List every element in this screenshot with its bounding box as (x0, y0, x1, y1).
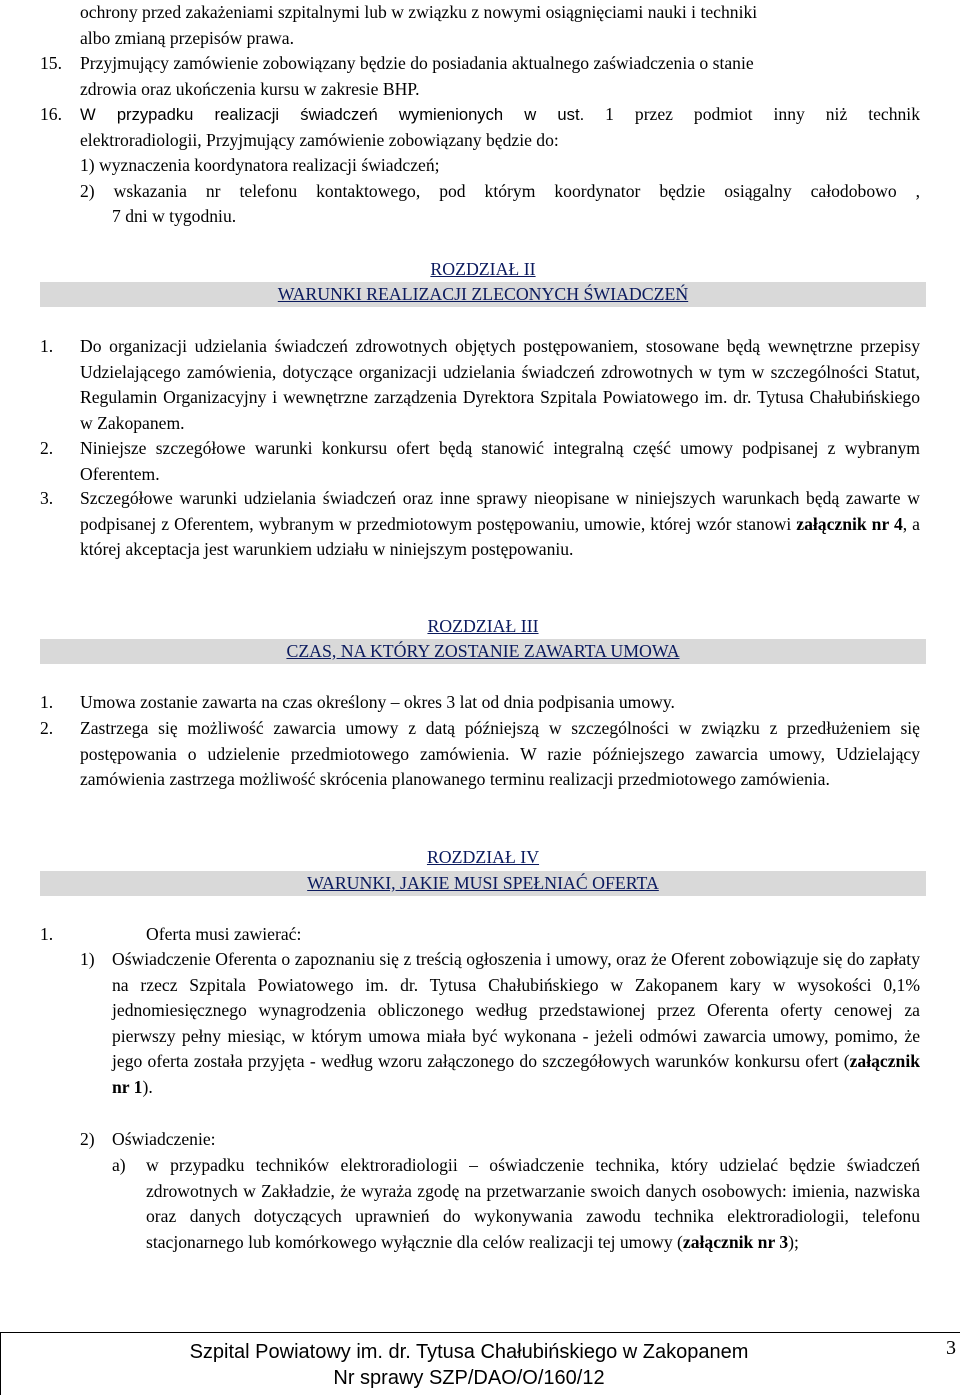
paragraph-text: , a której akceptacja jest warunkiem udziału w niniejszym postępowaniu. (80, 513, 920, 559)
paragraph-text: Szczegółowe warunki udzielania świadczeń oraz inne sprawy nieopisane w niniejszych warunkach będą zawarte w podpisanej z Oferentem, wybranym w przedmiotowym postępowaniu, umowie, której wzór stanowi (80, 488, 920, 534)
item-number: 1. (40, 336, 54, 356)
item-number: 1. (40, 692, 54, 712)
item-number: a) (112, 1155, 126, 1175)
continuation-line: albo zmianą przepisów prawa. (80, 27, 294, 48)
item-16-line1 (80, 102, 920, 128)
item-number: 2. (40, 438, 54, 458)
footer-case-number: Nr sprawy SZP/DAO/O/160/12 (333, 1367, 605, 1389)
paragraph-text: Oświadczenie Oferenta o zapoznaniu się z treścią ogłoszenia i umowy, oraz że Oferent zobowiązuje się do zapłaty na rzecz Szpitala Powiatowego im. dr. Tytusa Chałubińskiego w Zakopanem kary w wysokości 0,1% jednomiesięcznego wynagrodzenia obliczonego według przedstawionej przez Oferenta oferty cenowej za pierwszy pełny miesiąc, w którym umowa miała być wykonana - jeżeli odmówi zawarcia umowy, pomimo, że jego oferta została przyjęta - według wzoru załączonego do szczegółowych warunków konkursu ofert ( (112, 949, 920, 1071)
item-number: 16. (40, 104, 62, 124)
item-16-line1-a: W przypadku realizacji świadczeń wymienionych w ust. (80, 105, 585, 124)
item-15-line: zdrowia oraz ukończenia kursu w zakresie BHP. (80, 78, 420, 99)
item-16-line2: elektroradiologii, Przyjmujący zamówienie zobowiązany będzie do: (80, 129, 559, 150)
item-number: 1) (80, 949, 95, 969)
item-number: 2. (40, 718, 54, 738)
page-number: 3 (946, 1337, 956, 1359)
chapter-2-paragraph-1: Do organizacji udzielania świadczeń zdrowotnych objętych postępowaniem, stosowane będą wewnętrzne przepisy Udzielającego zamówienia, dotyczące organizacji udzielania świadczeń zdrowotnych w tym w szczególności Statut, Regulamin Organizacyjny i wewnętrzne zarządzenia Dyrektora Szpitala Powiatowego im. dr. Tytusa Chałubińskiego w Zakopanem. (80, 336, 920, 433)
attachment-reference: załącznik nr 1 (112, 1051, 920, 1097)
chapter-2-label (40, 257, 926, 282)
chapter-3-title (40, 639, 926, 664)
item-16-sub2-line2: 7 dni w tygodniu. (112, 206, 237, 226)
item-16-sub1: 1) wyznaczenia koordynatora realizacji świadczeń; (80, 155, 440, 175)
paragraph-text: ). (142, 1076, 153, 1097)
chapter-3-label (40, 614, 926, 639)
chapter-4-label-text: ROZDZIAŁ IV (426, 847, 540, 867)
item-16-line1-b: 1 przez podmiot inny niż technik (605, 104, 920, 124)
chapter-4-subitem-1 (112, 947, 920, 1100)
continuation-text (80, 0, 920, 51)
chapter-4-subitem-2a (146, 1153, 920, 1255)
item-16-sub2-line1: 2) wskazania nr telefonu kontaktowego, pod którym koordynator będzie osiągalny całodobowo , (80, 180, 920, 201)
page-footer (0, 1332, 960, 1395)
item-number: 1. (40, 924, 54, 944)
item-16-text (80, 102, 920, 230)
chapter-4-title-text: WARUNKI, JAKIE MUSI SPEŁNIAĆ OFERTA (307, 873, 659, 893)
chapter-2-title (40, 282, 926, 307)
chapter-2-paragraph-2: Niniejsze szczegółowe warunki konkursu ofert będą stanowić integralną część umowy podpisanej z wybranym Oferentem. (80, 438, 920, 484)
chapter-4-title (40, 871, 926, 896)
chapter-3-paragraph-2: Zastrzega się możliwość zawarcia umowy z datą późniejszą w szczególności w związku z przedłużeniem się postępowania o udzielenie przedmiotowego zamówienia. W razie późniejszego zawarcia umowy, Udzielający zamówienia zastrzega możliwość skrócenia planowanego terminu realizacji przedmiotowego zamówienia. (80, 718, 920, 789)
chapter-2-label-text: ROZDZIAŁ II (430, 259, 536, 279)
item-number: 3. (40, 488, 54, 508)
chapter-2-paragraph-3 (80, 486, 920, 563)
item-15-text (80, 51, 920, 102)
paragraph-text: w przypadku techników elektroradiologii – oświadczenie technika, który udzielać będzie świadczeń zdrowotnych w Zakładzie, że wyraża zgodę na przetwarzanie swoich danych osobowych: imienia, nazwiska oraz danych dotyczących uprawnień do wykonywania zawodu technika elektroradiologii, telefonu stacjonarnego lub komórkowego wyłącznie dla celów realizacji tej umowy ( (146, 1155, 920, 1252)
item-number: 15. (40, 53, 62, 73)
chapter-3-label-text: ROZDZIAŁ III (427, 616, 539, 636)
continuation-line: ochrony przed zakażeniami szpitalnymi lub w związku z nowymi osiągnięciami nauki i techniki (80, 2, 758, 22)
item-15-line: Przyjmujący zamówienie zobowiązany będzie do posiadania aktualnego zaświadczenia o stanie (80, 53, 754, 73)
chapter-4-paragraph-1: Oferta musi zawierać: (146, 924, 302, 944)
chapter-3-paragraph-1: Umowa zostanie zawarta na czas określony – okres 3 lat od dnia podpisania umowy. (80, 692, 675, 712)
attachment-reference: załącznik nr 3 (682, 1231, 789, 1252)
chapter-2-title-text: WARUNKI REALIZACJI ZLECONYCH ŚWIADCZEŃ (277, 284, 689, 304)
chapter-4-subitem-2: Oświadczenie: (112, 1129, 216, 1149)
item-number: 2) (80, 1129, 95, 1149)
paragraph-text: ); (788, 1231, 799, 1252)
chapter-4-label (40, 845, 926, 870)
footer-hospital-name: Szpital Powiatowy im. dr. Tytusa Chałubińskiego w Zakopanem (189, 1341, 749, 1363)
attachment-reference: załącznik nr 4 (796, 513, 903, 534)
chapter-3-title-text: CZAS, NA KTÓRY ZOSTANIE ZAWARTA UMOWA (286, 641, 680, 661)
